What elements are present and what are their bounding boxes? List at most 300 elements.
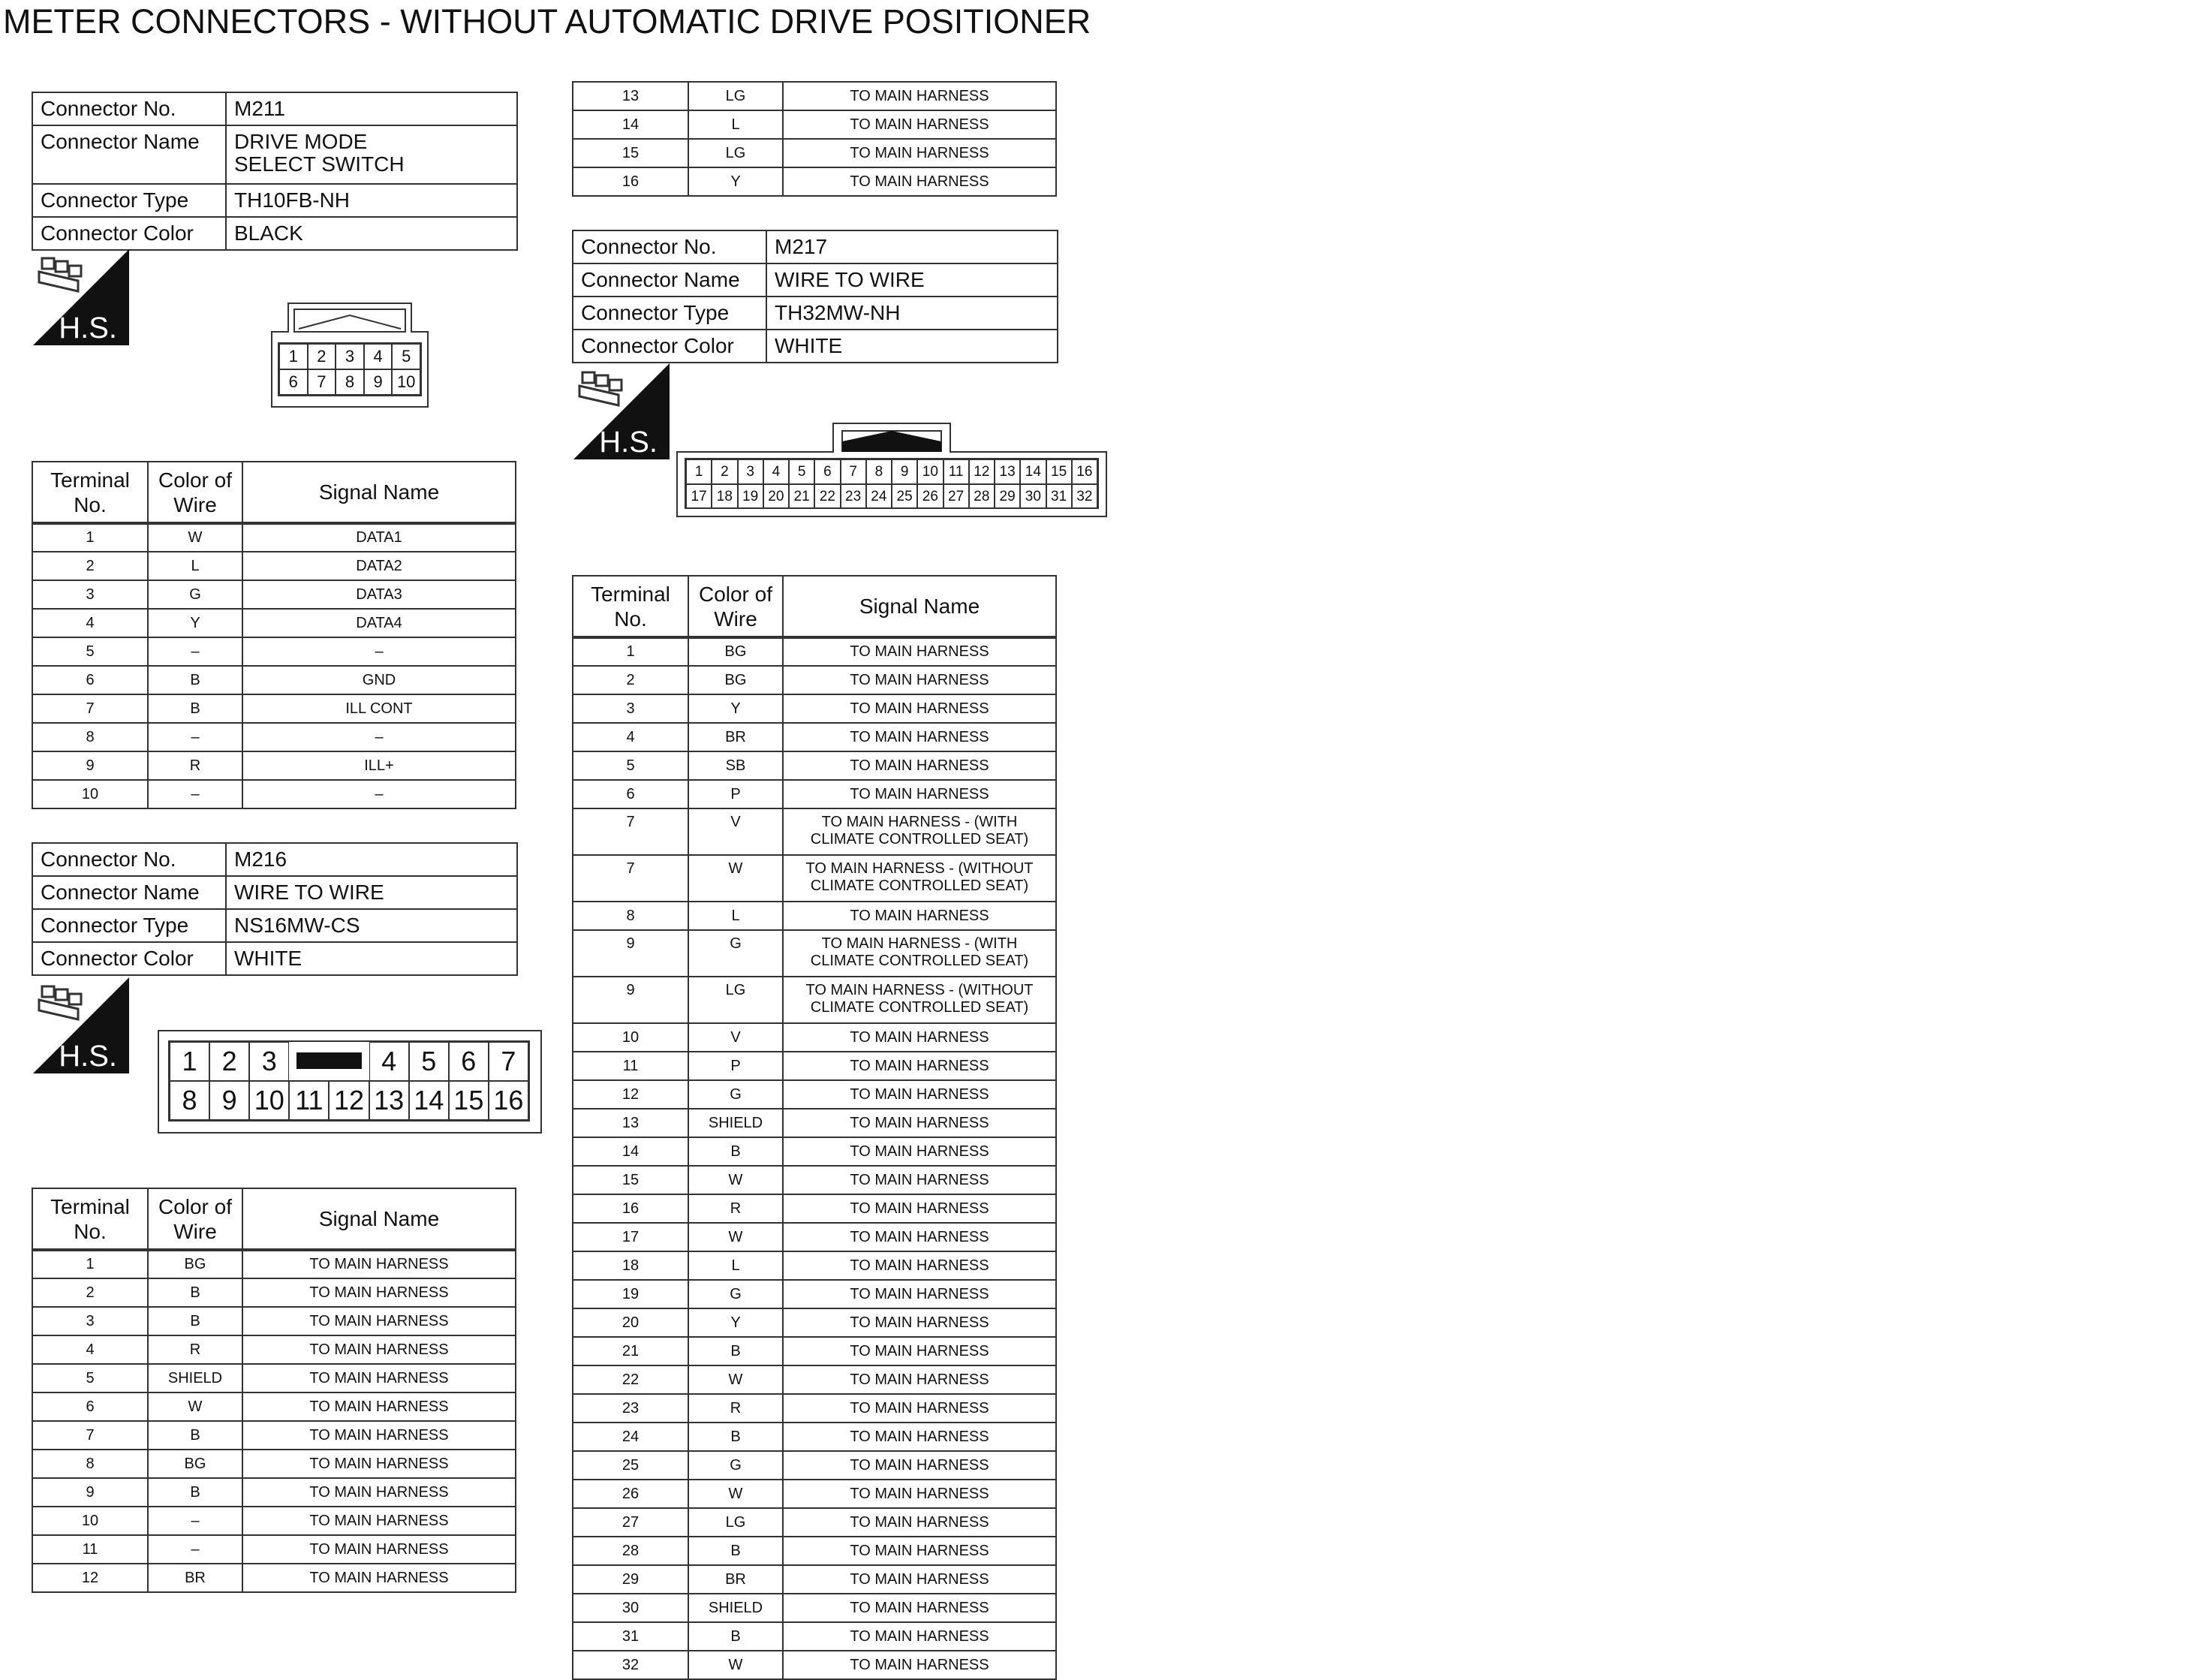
table-row	[32, 1535, 516, 1564]
connector-type-value: TH10FB-NH	[226, 184, 517, 217]
table-row	[573, 1137, 1056, 1166]
connector-name-value: WIRE TO WIRE	[226, 876, 517, 909]
signal-name-cell: TO MAIN HARNESS	[242, 1450, 516, 1478]
terminal-no-header: Terminal No.	[573, 576, 688, 637]
signal-name-cell: TO MAIN HARNESS	[783, 1651, 1056, 1679]
pin: 9	[364, 369, 393, 395]
pin: 20	[763, 484, 789, 509]
table-row	[573, 1223, 1056, 1251]
connector-name-label: Connector Name	[32, 125, 226, 184]
wire-color-cell: R	[148, 1335, 242, 1364]
table-row	[573, 1622, 1056, 1651]
signal-name-cell: TO MAIN HARNESS	[783, 1508, 1056, 1537]
terminal-no-cell: 1	[32, 1250, 148, 1278]
wire-color-header: Color of Wire	[148, 462, 242, 523]
pin: 4	[364, 344, 393, 369]
signal-name-cell: –	[242, 723, 516, 751]
table-row	[32, 1335, 516, 1364]
pin: 12	[969, 459, 995, 484]
pin: 1	[279, 344, 308, 369]
terminal-no-cell: 10	[573, 1023, 688, 1052]
table-row	[573, 1080, 1056, 1109]
signal-name-header: Signal Name	[242, 462, 516, 523]
wire-color-cell: W	[688, 1651, 783, 1679]
terminal-no-cell: 13	[573, 82, 688, 110]
signal-name-cell: TO MAIN HARNESS	[783, 1308, 1056, 1337]
wire-color-cell: SHIELD	[688, 1109, 783, 1137]
wire-color-cell: G	[688, 1080, 783, 1109]
signal-name-cell: TO MAIN HARNESS	[783, 1223, 1056, 1251]
pin: 5	[409, 1042, 449, 1081]
pin: 3	[738, 459, 763, 484]
wire-color-cell: B	[688, 1137, 783, 1166]
m211-pin-grid	[278, 342, 422, 396]
signal-name-cell: TO MAIN HARNESS	[783, 723, 1056, 751]
pin: 8	[336, 369, 364, 395]
m216-terminal-table-part1	[32, 1188, 516, 1593]
signal-name-cell: TO MAIN HARNESS	[783, 902, 1056, 930]
harness-side-icon	[33, 977, 129, 1073]
terminal-no-cell: 2	[32, 552, 148, 580]
table-row	[573, 1166, 1056, 1194]
wire-color-cell: R	[148, 751, 242, 780]
table-row	[573, 1451, 1056, 1480]
pin: 11	[289, 1081, 329, 1120]
locking-tab	[289, 1042, 369, 1081]
table-row	[32, 609, 516, 637]
connector-type-label: Connector Type	[32, 909, 226, 942]
terminal-no-cell: 29	[573, 1565, 688, 1594]
m217-info-table	[572, 230, 1058, 363]
table-row	[573, 1194, 1056, 1223]
terminal-no-cell: 18	[573, 1251, 688, 1280]
wire-color-cell: B	[148, 1278, 242, 1307]
pin: 7	[841, 459, 866, 484]
wire-color-cell: B	[688, 1622, 783, 1651]
signal-name-cell: TO MAIN HARNESS	[783, 1280, 1056, 1308]
pin: 31	[1046, 484, 1072, 509]
signal-name-cell: TO MAIN HARNESS	[783, 751, 1056, 780]
wire-color-cell: B	[148, 1478, 242, 1507]
terminal-no-cell: 24	[573, 1423, 688, 1451]
wire-color-cell: BR	[688, 1565, 783, 1594]
svg-text:H.S.: H.S.	[59, 1040, 117, 1073]
signal-name-cell: TO MAIN HARNESS	[783, 1480, 1056, 1508]
connector-no-value: M216	[226, 843, 517, 876]
pin: 1	[170, 1042, 209, 1081]
wire-color-cell: SB	[688, 751, 783, 780]
pin: 14	[409, 1081, 449, 1120]
table-row	[32, 751, 516, 780]
connector-no-label: Connector No.	[32, 843, 226, 876]
wire-color-cell: B	[148, 666, 242, 694]
table-row	[573, 1537, 1056, 1565]
terminal-no-cell: 19	[573, 1280, 688, 1308]
pin: 3	[336, 344, 364, 369]
connector-type-label: Connector Type	[573, 297, 766, 330]
terminal-no-cell: 22	[573, 1365, 688, 1394]
signal-name-cell: TO MAIN HARNESS	[783, 1565, 1056, 1594]
table-row	[573, 780, 1056, 808]
signal-name-cell: TO MAIN HARNESS	[783, 1365, 1056, 1394]
m216-pin-grid	[168, 1040, 530, 1122]
signal-name-cell: ILL CONT	[242, 694, 516, 723]
connector-no-label: Connector No.	[32, 92, 226, 125]
terminal-no-cell: 20	[573, 1308, 688, 1337]
pin: 6	[279, 369, 308, 395]
signal-name-cell: TO MAIN HARNESS	[242, 1392, 516, 1421]
pin: 10	[917, 459, 943, 484]
table-row	[32, 1364, 516, 1392]
terminal-no-cell: 2	[573, 666, 688, 694]
table-row	[32, 1507, 516, 1535]
wire-color-cell: P	[688, 1052, 783, 1080]
table-row	[573, 1594, 1056, 1622]
pin: 13	[369, 1081, 409, 1120]
pin: 9	[209, 1081, 249, 1120]
pin: 7	[489, 1042, 528, 1081]
signal-name-cell: TO MAIN HARNESS	[783, 637, 1056, 666]
harness-side-icon	[33, 249, 129, 345]
terminal-no-cell: 7	[32, 1421, 148, 1450]
signal-name-cell: DATA2	[242, 552, 516, 580]
m217-pin-grid	[685, 458, 1099, 509]
table-row	[32, 580, 516, 609]
wire-color-cell: W	[688, 1166, 783, 1194]
wire-color-header: Color of Wire	[148, 1188, 242, 1250]
terminal-no-cell: 12	[32, 1564, 148, 1592]
wire-color-cell: Y	[688, 167, 783, 196]
table-row	[32, 723, 516, 751]
connector-color-value: WHITE	[766, 330, 1058, 363]
pin: 14	[1020, 459, 1046, 484]
pin: 8	[866, 459, 892, 484]
pin: 7	[308, 369, 336, 395]
terminal-no-cell: 9	[32, 1478, 148, 1507]
terminal-no-cell: 11	[573, 1052, 688, 1080]
signal-name-cell: TO MAIN HARNESS	[783, 1594, 1056, 1622]
wire-color-cell: W	[688, 1223, 783, 1251]
wire-color-cell: B	[688, 1337, 783, 1365]
signal-name-cell: GND	[242, 666, 516, 694]
wire-color-cell: SHIELD	[688, 1594, 783, 1622]
pin: 12	[329, 1081, 369, 1120]
signal-name-cell: TO MAIN HARNESS	[783, 1337, 1056, 1365]
table-row	[32, 1307, 516, 1335]
pin: 13	[995, 459, 1020, 484]
pin: 5	[392, 344, 420, 369]
terminal-no-cell: 12	[573, 1080, 688, 1109]
svg-text:H.S.: H.S.	[59, 312, 117, 345]
signal-name-cell: TO MAIN HARNESS	[783, 1251, 1056, 1280]
terminal-no-cell: 8	[32, 723, 148, 751]
signal-name-cell: TO MAIN HARNESS	[783, 82, 1056, 110]
wire-color-cell: B	[148, 1307, 242, 1335]
pin: 15	[1046, 459, 1072, 484]
signal-name-cell: TO MAIN HARNESS	[242, 1307, 516, 1335]
signal-name-header: Signal Name	[783, 576, 1056, 637]
pin: 19	[738, 484, 763, 509]
signal-name-cell: ILL+	[242, 751, 516, 780]
wire-color-cell: BR	[148, 1564, 242, 1592]
terminal-no-cell: 30	[573, 1594, 688, 1622]
terminal-no-cell: 4	[32, 1335, 148, 1364]
connector-no-value: M211	[226, 92, 517, 125]
table-row	[573, 930, 1056, 977]
connector-color-value: WHITE	[226, 942, 517, 975]
wire-color-cell: G	[688, 930, 783, 977]
wire-color-cell: LG	[688, 977, 783, 1023]
pin: 21	[789, 484, 814, 509]
pin: 6	[449, 1042, 489, 1081]
terminal-no-cell: 31	[573, 1622, 688, 1651]
pin: 32	[1072, 484, 1097, 509]
table-row	[573, 1365, 1056, 1394]
connector-no-value: M217	[766, 230, 1058, 263]
table-row	[573, 1508, 1056, 1537]
wire-color-cell: V	[688, 808, 783, 855]
table-row	[573, 666, 1056, 694]
connector-color-label: Connector Color	[32, 942, 226, 975]
m216-terminal-table-part2	[572, 81, 1057, 197]
m216-info-table	[32, 842, 518, 976]
signal-name-cell: –	[242, 637, 516, 666]
table-row	[573, 139, 1056, 167]
table-row	[32, 1450, 516, 1478]
terminal-no-cell: 2	[32, 1278, 148, 1307]
harness-side-icon	[573, 363, 670, 459]
table-row	[573, 1565, 1056, 1594]
signal-name-cell: TO MAIN HARNESS	[783, 1109, 1056, 1137]
terminal-no-cell: 5	[32, 1364, 148, 1392]
terminal-no-cell: 5	[32, 637, 148, 666]
pin: 2	[209, 1042, 249, 1081]
pin: 6	[814, 459, 840, 484]
terminal-no-cell: 8	[573, 902, 688, 930]
terminal-no-cell: 16	[573, 167, 688, 196]
terminal-no-cell: 14	[573, 110, 688, 139]
signal-name-cell: TO MAIN HARNESS	[242, 1478, 516, 1507]
terminal-no-cell: 13	[573, 1109, 688, 1137]
pin: 16	[489, 1081, 528, 1120]
terminal-no-cell: 3	[32, 1307, 148, 1335]
signal-name-cell: TO MAIN HARNESS	[783, 1023, 1056, 1052]
signal-name-header: Signal Name	[242, 1188, 516, 1250]
terminal-no-cell: 7	[573, 855, 688, 902]
pin: 10	[249, 1081, 289, 1120]
table-row	[32, 637, 516, 666]
signal-name-cell: TO MAIN HARNESS	[783, 1451, 1056, 1480]
signal-name-cell: DATA3	[242, 580, 516, 609]
signal-name-cell: TO MAIN HARNESS - (WITH CLIMATE CONTROLLED SEAT)	[783, 808, 1056, 855]
terminal-no-cell: 9	[573, 977, 688, 1023]
signal-name-cell: TO MAIN HARNESS	[783, 1166, 1056, 1194]
terminal-no-header: Terminal No.	[32, 462, 148, 523]
signal-name-cell: TO MAIN HARNESS	[242, 1421, 516, 1450]
wire-color-cell: –	[148, 723, 242, 751]
pin: 8	[170, 1081, 209, 1120]
connector-type-value: TH32MW-NH	[766, 297, 1058, 330]
wire-color-cell: BG	[148, 1450, 242, 1478]
wire-color-cell: L	[688, 1251, 783, 1280]
m211-terminal-table	[32, 461, 516, 809]
connector-color-label: Connector Color	[32, 217, 226, 250]
signal-name-cell: TO MAIN HARNESS	[242, 1335, 516, 1364]
wire-color-cell: Y	[148, 609, 242, 637]
pin: 22	[814, 484, 840, 509]
terminal-no-cell: 10	[32, 1507, 148, 1535]
connector-type-value: NS16MW-CS	[226, 909, 517, 942]
terminal-no-cell: 15	[573, 139, 688, 167]
terminal-no-cell: 4	[32, 609, 148, 637]
wire-color-header: Color of Wire	[688, 576, 783, 637]
terminal-no-cell: 3	[573, 694, 688, 723]
wire-color-cell: W	[688, 1480, 783, 1508]
pin: 18	[712, 484, 737, 509]
table-row	[32, 1250, 516, 1278]
terminal-no-cell: 16	[573, 1194, 688, 1223]
wire-color-cell: G	[688, 1280, 783, 1308]
terminal-no-cell: 32	[573, 1651, 688, 1679]
pin: 27	[944, 484, 969, 509]
wire-color-cell: LG	[688, 1508, 783, 1537]
wire-color-cell: W	[688, 1365, 783, 1394]
signal-name-cell: TO MAIN HARNESS	[242, 1250, 516, 1278]
terminal-no-cell: 17	[573, 1223, 688, 1251]
pin: 1	[686, 459, 712, 484]
m217-terminal-table-part1	[572, 575, 1057, 1680]
table-row	[573, 808, 1056, 855]
table-row	[573, 1023, 1056, 1052]
signal-name-cell: TO MAIN HARNESS	[242, 1564, 516, 1592]
table-row	[573, 637, 1056, 666]
table-row	[32, 1478, 516, 1507]
table-row	[32, 523, 516, 552]
connector-color-label: Connector Color	[573, 330, 766, 363]
table-row	[573, 1480, 1056, 1508]
signal-name-cell: TO MAIN HARNESS	[783, 694, 1056, 723]
wire-color-cell: BG	[688, 666, 783, 694]
signal-name-cell: TO MAIN HARNESS	[783, 1622, 1056, 1651]
terminal-no-cell: 21	[573, 1337, 688, 1365]
pin: 28	[969, 484, 995, 509]
wire-color-cell: R	[688, 1394, 783, 1423]
table-row	[573, 902, 1056, 930]
wire-color-cell: W	[148, 523, 242, 552]
signal-name-cell: TO MAIN HARNESS	[242, 1278, 516, 1307]
pin: 4	[763, 459, 789, 484]
table-row	[573, 751, 1056, 780]
table-row	[32, 1392, 516, 1421]
connector-name-label: Connector Name	[573, 263, 766, 297]
signal-name-cell: TO MAIN HARNESS	[783, 167, 1056, 196]
terminal-no-cell: 7	[573, 808, 688, 855]
wire-color-cell: W	[688, 855, 783, 902]
signal-name-cell: TO MAIN HARNESS	[242, 1507, 516, 1535]
wire-color-cell: V	[688, 1023, 783, 1052]
wire-color-cell: B	[688, 1423, 783, 1451]
signal-name-cell: –	[242, 780, 516, 808]
pin: 3	[249, 1042, 289, 1081]
signal-name-cell: DATA4	[242, 609, 516, 637]
connector-color-value: BLACK	[226, 217, 517, 250]
terminal-no-cell: 23	[573, 1394, 688, 1423]
terminal-no-cell: 11	[32, 1535, 148, 1564]
svg-text:H.S.: H.S.	[599, 426, 658, 459]
table-row	[573, 167, 1056, 196]
pin: 5	[789, 459, 814, 484]
terminal-no-cell: 9	[573, 930, 688, 977]
pin: 15	[449, 1081, 489, 1120]
pin: 23	[841, 484, 866, 509]
terminal-no-cell: 6	[32, 666, 148, 694]
wire-color-cell: LG	[688, 82, 783, 110]
terminal-no-header: Terminal No.	[32, 1188, 148, 1250]
wire-color-cell: SHIELD	[148, 1364, 242, 1392]
page-title: METER CONNECTORS - WITHOUT AUTOMATIC DRIVE POSITIONER	[3, 2, 1091, 41]
pin: 29	[995, 484, 1020, 509]
wire-color-cell: BG	[148, 1250, 242, 1278]
wire-color-cell: LG	[688, 139, 783, 167]
wire-color-cell: G	[688, 1451, 783, 1480]
terminal-no-cell: 8	[32, 1450, 148, 1478]
terminal-no-cell: 6	[32, 1392, 148, 1421]
wire-color-cell: –	[148, 637, 242, 666]
signal-name-cell: TO MAIN HARNESS	[783, 780, 1056, 808]
signal-name-cell: TO MAIN HARNESS	[783, 139, 1056, 167]
pin: 26	[917, 484, 943, 509]
terminal-no-cell: 1	[32, 523, 148, 552]
signal-name-cell: TO MAIN HARNESS	[783, 1137, 1056, 1166]
signal-name-cell: TO MAIN HARNESS - (WITH CLIMATE CONTROLLED SEAT)	[783, 930, 1056, 977]
pin: 11	[944, 459, 969, 484]
terminal-no-cell: 27	[573, 1508, 688, 1537]
terminal-no-cell: 28	[573, 1537, 688, 1565]
table-row	[32, 666, 516, 694]
signal-name-cell: TO MAIN HARNESS	[783, 666, 1056, 694]
pin: 17	[686, 484, 712, 509]
table-row	[573, 1337, 1056, 1365]
pin: 2	[308, 344, 336, 369]
terminal-no-cell: 4	[573, 723, 688, 751]
connector-name-label: Connector Name	[32, 876, 226, 909]
wire-color-cell: B	[688, 1537, 783, 1565]
terminal-no-cell: 5	[573, 751, 688, 780]
table-row	[32, 1278, 516, 1307]
signal-name-cell: TO MAIN HARNESS	[783, 1052, 1056, 1080]
table-row	[32, 780, 516, 808]
pin: 9	[892, 459, 917, 484]
terminal-no-cell: 1	[573, 637, 688, 666]
table-row	[573, 723, 1056, 751]
connector-name-value: DRIVE MODE SELECT SWITCH	[226, 125, 517, 184]
pin: 24	[866, 484, 892, 509]
table-row	[573, 1394, 1056, 1423]
wire-color-cell: L	[148, 552, 242, 580]
wire-color-cell: W	[148, 1392, 242, 1421]
wire-color-cell: Y	[688, 1308, 783, 1337]
wire-color-cell: G	[148, 580, 242, 609]
table-row	[573, 1308, 1056, 1337]
signal-name-cell: TO MAIN HARNESS	[783, 1537, 1056, 1565]
connector-name-value: WIRE TO WIRE	[766, 263, 1058, 297]
terminal-no-cell: 26	[573, 1480, 688, 1508]
pin: 30	[1020, 484, 1046, 509]
wire-color-cell: L	[688, 110, 783, 139]
signal-name-cell: TO MAIN HARNESS	[242, 1364, 516, 1392]
wire-color-cell: B	[148, 694, 242, 723]
wire-color-cell: –	[148, 780, 242, 808]
